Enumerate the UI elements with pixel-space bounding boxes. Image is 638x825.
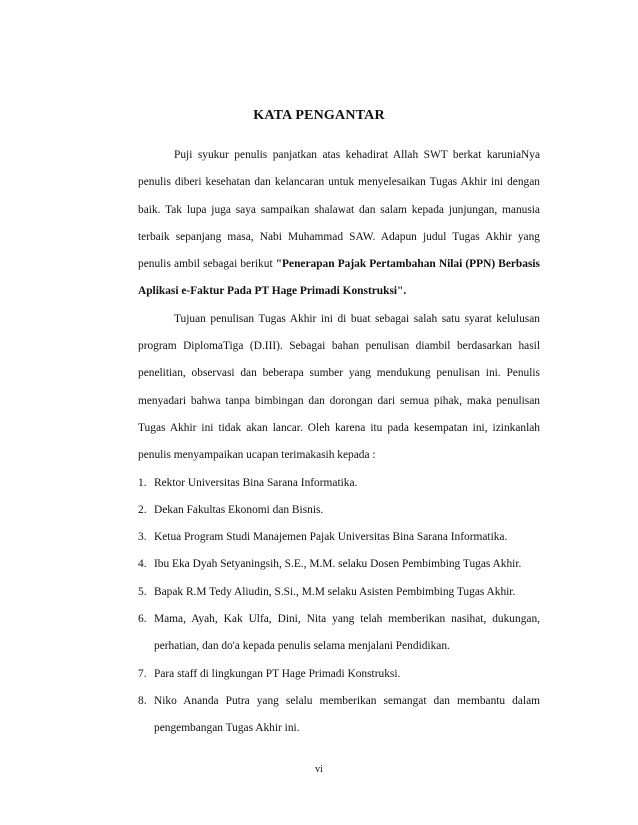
- list-item: [138, 579, 540, 606]
- paragraph-intro-text: Puji syukur penulis panjatkan atas kehadirat Allah SWT berkat karuniaNya penulis diberi kesehatan dan kelancaran untuk menyelesaikan Tugas Akhir ini dengan baik. Tak lupa juga saya sampaikan shalawat dan salam kepada junjungan, manusia terbaik sepanjang masa, Nabi Muhammad SAW. Adapun judul Tugas Akhir yang penulis ambil sebagai berikut: [138, 149, 540, 271]
- list-item: [138, 470, 540, 497]
- list-item-text: Ibu Eka Dyah Setyaningsih, S.E., M.M. selaku Dosen Pembimbing Tugas Akhir.: [154, 558, 522, 571]
- page-title: KATA PENGANTAR: [253, 108, 385, 123]
- page-number: vi: [315, 764, 323, 775]
- acknowledgement-list: [138, 470, 540, 743]
- list-item: [138, 606, 540, 661]
- list-item-text: Dekan Fakultas Ekonomi dan Bisnis.: [154, 503, 324, 516]
- paragraph-intro: [138, 142, 540, 306]
- list-item: [138, 524, 540, 551]
- body-text: [138, 142, 540, 743]
- list-item-number: 1.: [138, 476, 147, 489]
- list-item: [138, 661, 540, 688]
- paragraph-purpose: Tujuan penulisan Tugas Akhir ini di buat sebagai salah satu syarat kelulusan program DiplomaTiga (D.III). Sebagai bahan penulisan diambil berdasarkan hasil penelitian, observasi dan beberapa sumber yang mendukung penulisan ini. Penulis menyadari bahwa tanpa bimbingan dan dorongan dari semua pihak, maka penulisan Tugas Akhir ini tidak akan lancar. Oleh karena itu pada kesempatan ini, izinkanlah penulis menyampaikan ucapan terimakasih kepada :: [138, 312, 540, 462]
- list-item-text: Rektor Universitas Bina Sarana Informatika.: [154, 476, 358, 489]
- list-item-text: Ketua Program Studi Manajemen Pajak Universitas Bina Sarana Informatika.: [154, 531, 508, 544]
- list-item-number: 8.: [138, 694, 147, 707]
- list-item: [138, 688, 540, 743]
- list-item-text: Mama, Ayah, Kak Ulfa, Dini, Nita yang telah memberikan nasihat, dukungan, perhatian, dan do'a kepada penulis selama menjalani Pendidikan.: [154, 613, 540, 653]
- list-item: [138, 497, 540, 524]
- list-item-number: 4.: [138, 558, 147, 571]
- thesis-title: "Penerapan Pajak Pertambahan Nilai (PPN) Berbasis Aplikasi e-Faktur Pada PT Hage Primadi Konstruksi".: [138, 258, 540, 298]
- list-item-text: Bapak R.M Tedy Aliudin, S.Si., M.M selaku Asisten Pembimbing Tugas Akhir.: [154, 585, 516, 598]
- list-item-number: 5.: [138, 585, 147, 598]
- list-item-number: 3.: [138, 531, 147, 544]
- list-item: [138, 551, 540, 578]
- list-item-number: 7.: [138, 667, 147, 680]
- list-item-text: Niko Ananda Putra yang selalu memberikan semangat dan membantu dalam pengembangan Tugas Akhir ini.: [154, 694, 540, 735]
- list-item-number: 6.: [138, 613, 147, 626]
- list-item-number: 2.: [138, 503, 147, 516]
- list-item-text: Para staff di lingkungan PT Hage Primadi Konstruksi.: [154, 667, 401, 680]
